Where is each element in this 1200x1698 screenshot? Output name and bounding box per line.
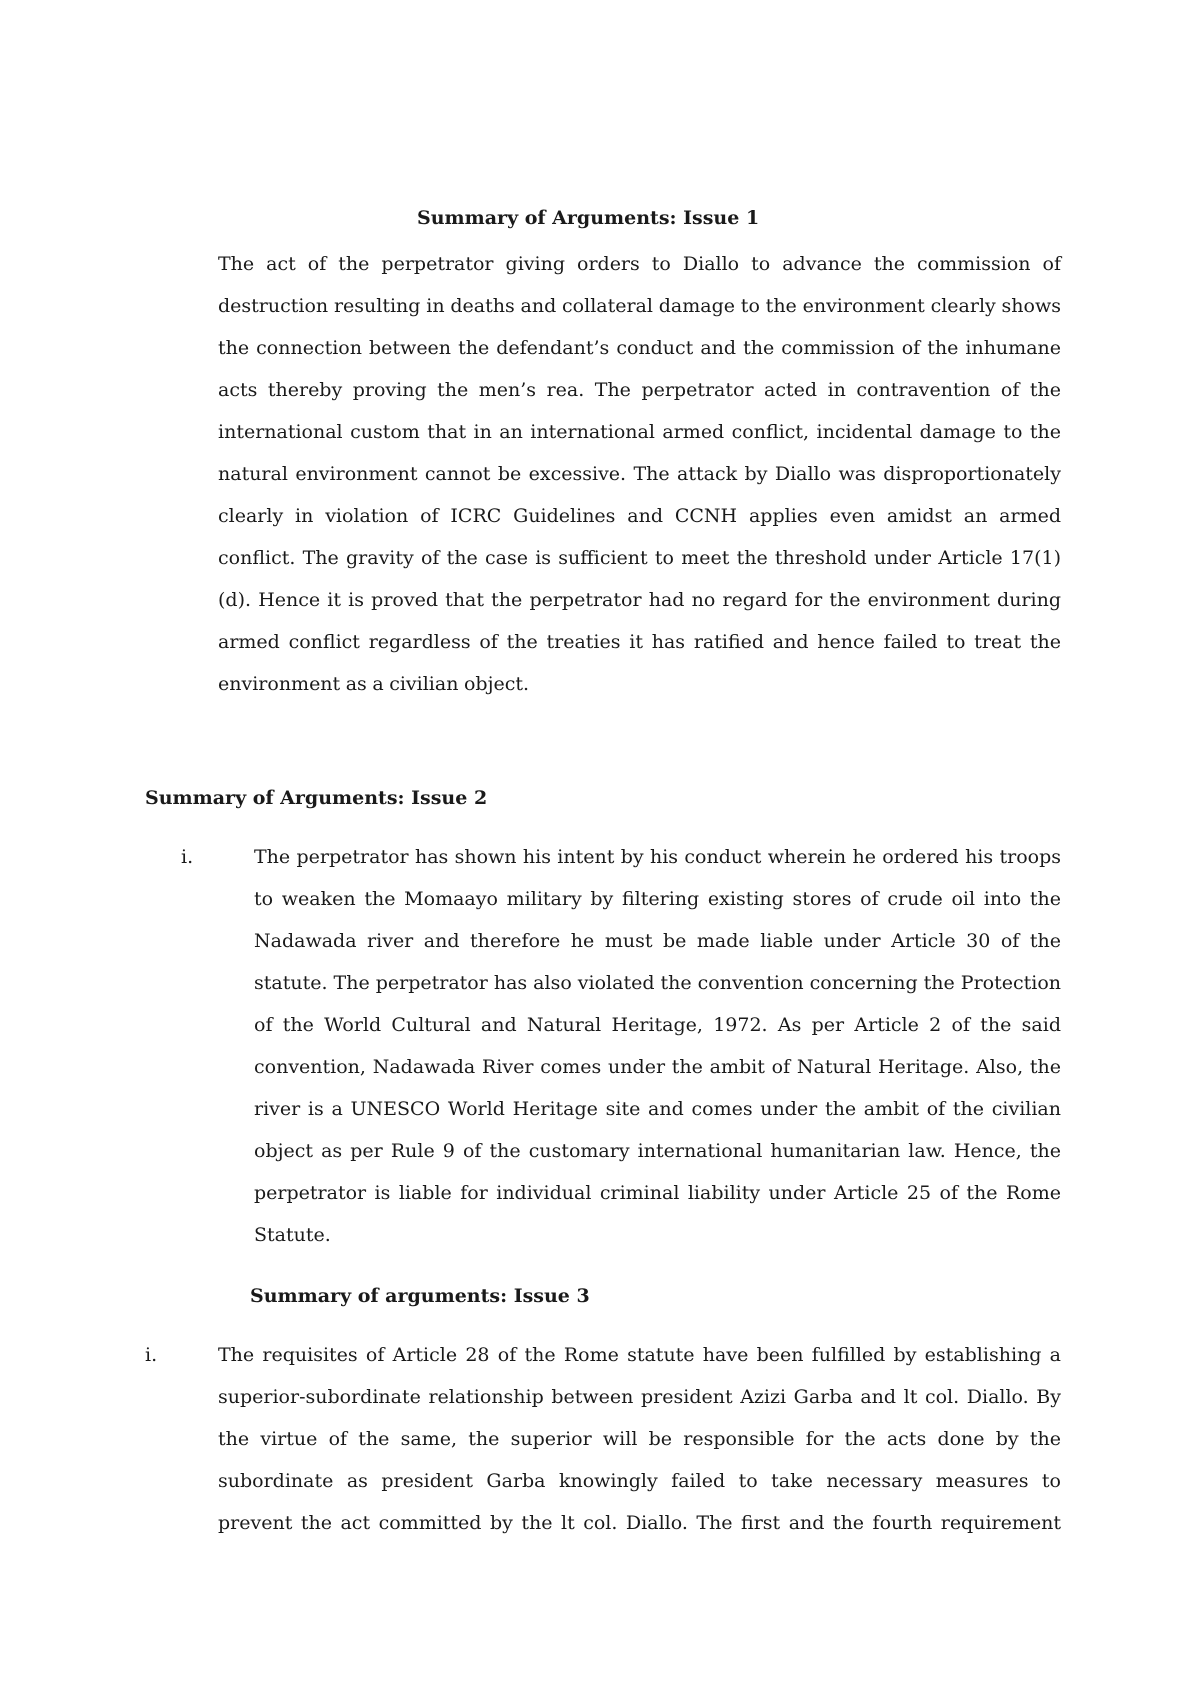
section-1-heading: Summary of Arguments: Issue 1 [417, 207, 760, 229]
section-3-item-marker: i. [145, 1344, 158, 1366]
section-1-paragraph: The act of the perpetrator giving orders to Diallo to advance the commission of destruction resulting in deaths and collateral damage to the environment clearly shows the connection between the defendant’s conduct and the commission of the inhumane acts thereby proving the men’s rea. The perpetrator acted in contravention of the international custom that in an international armed conflict, incidental damage to the natural environment cannot be excessive. The attack by Diallo was disproportionately clearly in violation of ICRC Guidelines and CCNH applies even amidst an armed conflict. The gravity of the case is sufficient to meet the threshold under Article 17(1) (d). Hence it is proved that the perpetrator had no regard for the environment during armed conflict regardless of the treaties it has ratified and hence failed to treat the environment as a civilian object. [218, 253, 1061, 695]
section-2-item-text: The perpetrator has shown his intent by his conduct wherein he ordered his troops to weaken the Momaayo military by filtering existing stores of crude oil into the Nadawada river and therefore he must be made liable under Article 30 of the statute. The perpetrator has also violated the convention concerning the Protection of the World Cultural and Natural Heritage, 1972. As per Article 2 of the said convention, Nadawada River comes under the ambit of Natural Heritage. Also, the river is a UNESCO World Heritage site and comes under the ambit of the civilian object as per Rule 9 of the customary international humanitarian law. Hence, the perpetrator is liable for individual criminal liability under Article 25 of the Rome Statute. [254, 846, 1061, 1246]
section-2-heading: Summary of Arguments: Issue 2 [145, 787, 488, 809]
section-2-item-marker: i. [181, 846, 194, 868]
section-3-item-text: The requisites of Article 28 of the Rome statute have been fulfilled by establishing a superior-subordinate relationship between president Azizi Garba and lt col. Diallo. By the virtue of the same, the superior will be responsible for the acts done by the subordinate as president Garba knowingly failed to take necessary measures to prevent the act committed by the lt col. Diallo. The first and the fourth requirement [218, 1344, 1061, 1534]
section-3-heading: Summary of arguments: Issue 3 [250, 1285, 590, 1307]
